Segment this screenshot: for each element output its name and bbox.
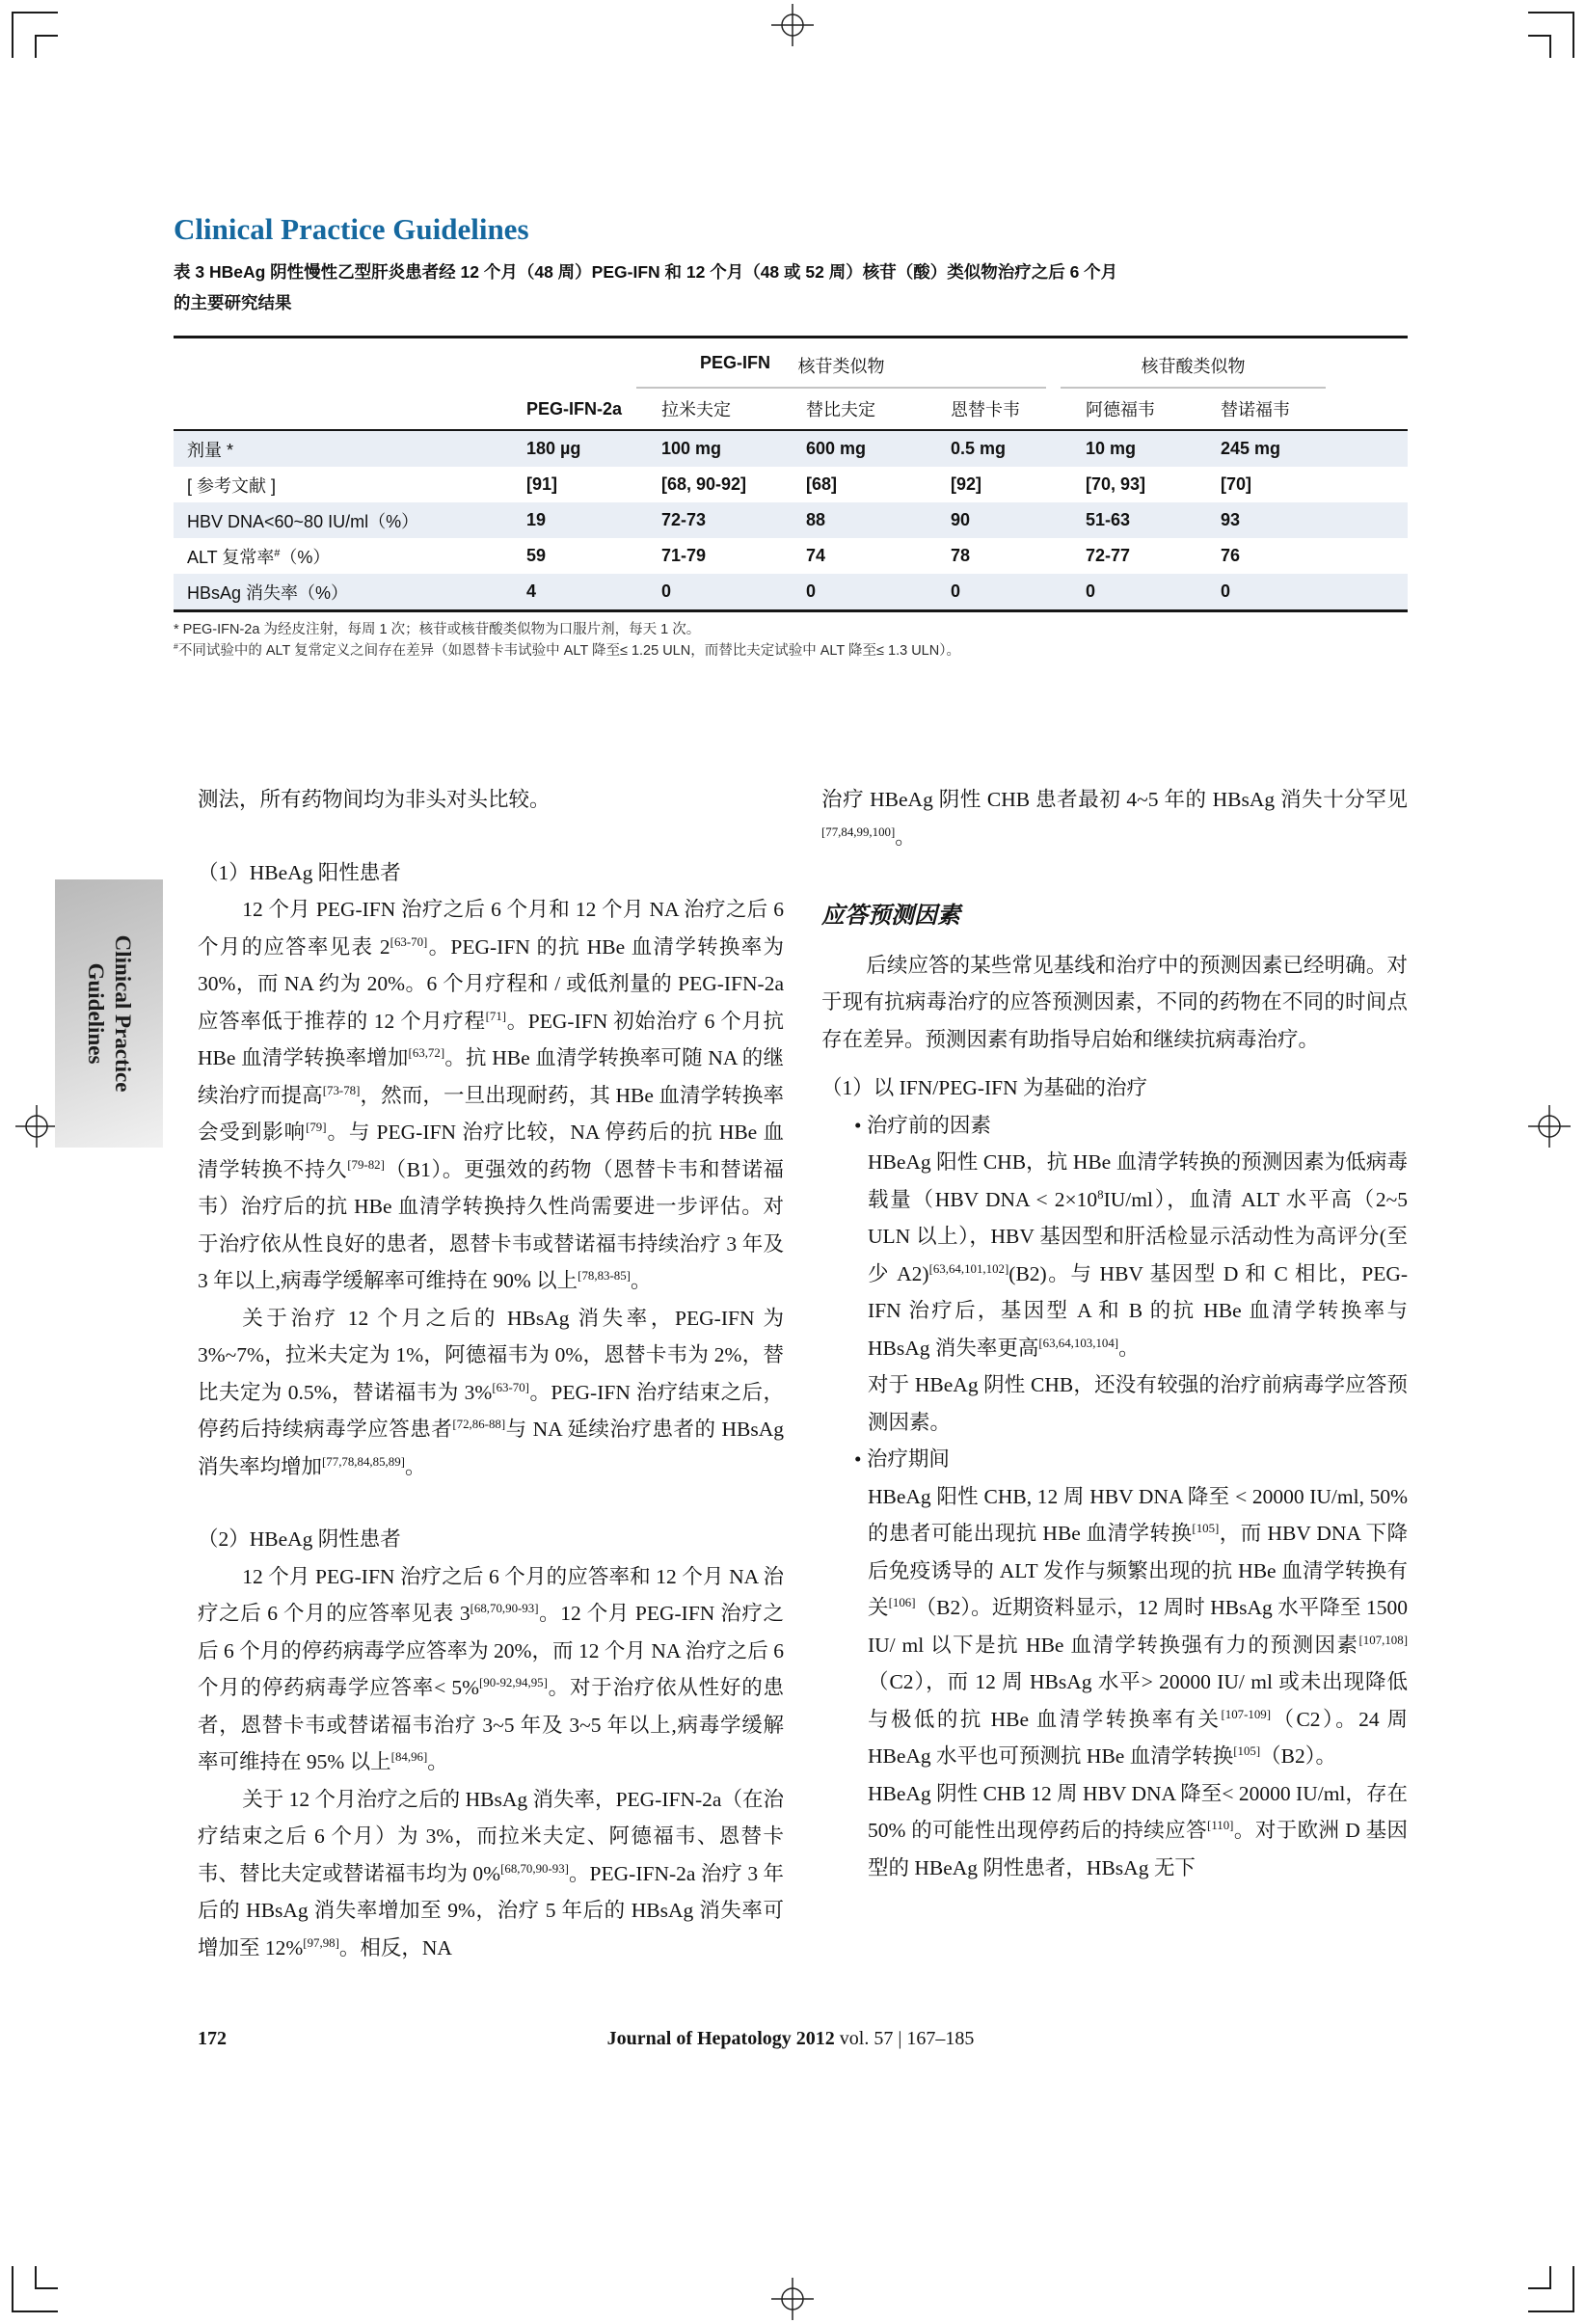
table-group-header-row xyxy=(174,336,1408,389)
paragraph: 12 个月 PEG-IFN 治疗之后 6 个月和 12 个月 NA 治疗之后 6 个月的应答率见表 2[63-70]。PEG-IFN 的抗 HBe 血清学转换率为 30%，而 NA 约为 20%。6 个月疗程和 / 或低剂量的 PEG-IFN-2a 应答率低于推荐的 12 个月疗程[71]。PEG-IFN 初始治疗 6 个月抗 HBe 血清学转换率增加[63,72]。抗 HBe 血清学转换率可随 NA 的继续治疗而提高[73-78]，然而，一旦出现耐药，其 HBe 血清学转换率会受到影响[79]。与 PEG-IFN 治疗比较，NA 停药后的抗 HBe 血清学转换不持久[79-82]（B1）。更强效的药物（恩替卡韦和替诺福韦）治疗后的抗 HBe 血清学转换持久性尚需要进一步评估。对于治疗依从性良好的患者，恩替卡韦或替诺福韦持续治疗 3 年及 3 年以上,病毒学缓解率可维持在 90% 以上[78,83-85]。 xyxy=(198,898,784,1292)
page-title: Clinical Practice Guidelines xyxy=(174,212,529,246)
table-cell: [68] xyxy=(806,474,838,494)
group-underline xyxy=(1061,387,1326,389)
column-header: 替诺福韦 xyxy=(1221,400,1290,419)
page-number: 172 xyxy=(198,2028,227,2049)
text-column-right xyxy=(821,781,1408,1886)
table-cell: 19 xyxy=(526,510,547,529)
column-header: 拉米夫定 xyxy=(661,400,731,419)
row-label: 剂量 * xyxy=(187,440,234,460)
table-column-header-row xyxy=(174,389,1408,431)
group-underline xyxy=(636,387,1046,389)
table-caption xyxy=(174,257,1427,318)
row-label: [ 参考文献 ] xyxy=(187,475,277,496)
table-row xyxy=(174,538,1408,574)
table-cell: 74 xyxy=(806,546,826,565)
paragraph: 测法，所有药物间均为非头对头比较。 xyxy=(198,788,551,811)
paragraph: 关于 12 个月治疗之后的 HBsAg 消失率，PEG-IFN-2a（在治疗结束之后 6 个月）为 3%，而拉米夫定、阿德福韦、恩替卡韦、替比夫定或替诺福韦均为 0%[68,70,90-93]。PEG-IFN-2a 治疗 3 年后的 HBsAg 消失率增加至 9%，治疗 5 年后的 HBsAg 消失率可增加至 12%[97,98]。相反，NA xyxy=(198,1787,784,1959)
row-label: HBsAg 消失率（%） xyxy=(187,582,349,603)
sidebar-tab-label xyxy=(82,879,136,1148)
table-cell: 0 xyxy=(1086,581,1096,601)
table-cell: 90 xyxy=(951,510,971,529)
table-row xyxy=(174,502,1408,538)
table-cell: 78 xyxy=(951,546,971,565)
table-cell: 72-73 xyxy=(661,510,707,529)
table-row xyxy=(174,574,1408,612)
crop-mark-icon xyxy=(35,2266,58,2289)
table-cell: 93 xyxy=(1221,510,1241,529)
table-cell: 0.5 mg xyxy=(951,439,1007,458)
heading: （1）以 IFN/PEG-IFN 为基础的治疗 xyxy=(821,1076,1148,1099)
table-cell: 71-79 xyxy=(661,546,707,565)
registration-mark-icon xyxy=(771,2278,814,2320)
row-label: HBV DNA<60~80 IU/ml（%） xyxy=(187,511,419,531)
paragraph: 治疗 HBeAg 阴性 CHB 患者最初 4~5 年的 HBsAg 消失十分罕见[77,84,99,100]。 xyxy=(821,788,1408,849)
table-cell: 72-77 xyxy=(1086,546,1131,565)
sidebar-tab-line1: Clinical Practice xyxy=(111,934,135,1093)
column-header: 替比夫定 xyxy=(806,400,875,419)
journal-footer xyxy=(174,2028,1408,2050)
table-row xyxy=(174,467,1408,502)
text-column-left xyxy=(198,781,784,1966)
column-header: 阿德福韦 xyxy=(1086,400,1155,419)
bullet-item: • 治疗前的因素 xyxy=(854,1113,991,1137)
journal-name: Journal of Hepatology 2012 xyxy=(606,2028,835,2049)
paragraph: 后续应答的某些常见基线和治疗中的预测因素已经明确。对于现有抗病毒治疗的应答预测因素，不同的药物在不同的时间点存在差异。预测因素有助指导启始和继续抗病毒治疗。 xyxy=(821,953,1408,1051)
table-cell: 245 mg xyxy=(1221,439,1281,458)
paragraph: 12 个月 PEG-IFN 治疗之后 6 个月的应答率和 12 个月 NA 治疗之后 6 个月的应答率见表 3[68,70,90-93]。12 个月 PEG-IFN 治疗之后 6 个月的停药病毒学应答率为 20%，而 12 个月 NA 治疗之后 6 个月的停药病毒学应答率< 5%[90-92,94,95]。对于治疗依从性好的患者，恩替卡韦或替诺福韦治疗 3~5 年及 3~5 年以上,病毒学缓解率可维持在 95% 以上[84,96]。 xyxy=(198,1564,784,1773)
table-cell: 0 xyxy=(1221,581,1231,601)
table-cell: [70] xyxy=(1221,474,1252,494)
paragraph: HBeAg 阴性 CHB 12 周 HBV DNA 降至< 20000 IU/ml，存在 50% 的可能性出现停药后的持续应答[110]。对于欧洲 D 基因型的 HBeAg 阴性患者，HBsAg 无下 xyxy=(868,1781,1409,1879)
table-footnote: #不同试验中的 ALT 复常定义之间存在差异（如恩替卡韦试验中 ALT 降至≤ 1.25 ULN，而替比夫定试验中 ALT 降至≤ 1.3 ULN）。 xyxy=(174,641,960,659)
sidebar-tab-line2: Guidelines xyxy=(84,962,108,1065)
group-header-peg-ifn: PEG-IFN xyxy=(700,353,771,372)
crop-mark-icon xyxy=(1528,35,1551,58)
crop-mark-icon xyxy=(35,35,58,58)
registration-mark-icon xyxy=(15,1105,58,1148)
table-cell: [68, 90-92] xyxy=(661,474,747,494)
table-cell: [91] xyxy=(526,474,558,494)
paragraph: 对于 HBeAg 阴性 CHB，还没有较强的治疗前病毒学应答预测因素。 xyxy=(868,1373,1408,1434)
table-cell: [70, 93] xyxy=(1086,474,1146,494)
table-cell: [92] xyxy=(951,474,982,494)
table-cell: 100 mg xyxy=(661,439,722,458)
crop-mark-icon xyxy=(1528,2266,1551,2289)
journal-volume: vol. 57 | 167–185 xyxy=(834,2028,975,2049)
table-caption-line2: 的主要研究结果 xyxy=(174,293,292,312)
table-cell: 88 xyxy=(806,510,826,529)
table-cell: 51-63 xyxy=(1086,510,1131,529)
row-label: ALT 复常率#（%） xyxy=(187,547,331,567)
column-header: 恩替卡韦 xyxy=(951,400,1020,419)
table-cell: 10 mg xyxy=(1086,439,1137,458)
table-footnotes xyxy=(174,619,1417,662)
paragraph: HBeAg 阳性 CHB，抗 HBe 血清学转换的预测因素为低病毒载量（HBV DNA < $2\times 10^8IU/ml$），血清 ALT 水平高（2~5 ULN 以上），HBV 基因型和肝活检显示活动性为高评分(至少 A2)[63,64,101,102](B2)。与 HBV 基因型 D 和 C 相比，PEG-IFN 治疗后，基因型 A 和 B 的抗 HBe 血清学转换率与 HBsAg 消失率更高[63,64,103,104]。 xyxy=(868,1150,1409,1360)
column-header: PEG-IFN-2a xyxy=(526,398,623,419)
table-cell: 59 xyxy=(526,546,547,565)
group-header-nucleotide: 核苷酸类似物 xyxy=(1141,357,1246,376)
heading: （1）HBeAg 阳性患者 xyxy=(198,860,401,884)
group-header-nucleoside: 核苷类似物 xyxy=(797,357,885,376)
heading: （2）HBeAg 阴性患者 xyxy=(198,1527,401,1551)
table-cell: 0 xyxy=(661,581,672,601)
section-heading: 应答预测因素 xyxy=(821,904,960,929)
table-cell: 180 µg xyxy=(526,439,581,458)
registration-mark-icon xyxy=(771,4,814,46)
table-cell: 0 xyxy=(951,581,961,601)
table-footnote: * PEG-IFN-2a 为经皮注射，每周 1 次；核苷或核苷酸类似物为口服片剂，每天 1 次。 xyxy=(174,622,701,637)
table-cell: 0 xyxy=(806,581,817,601)
registration-mark-icon xyxy=(1528,1105,1571,1148)
results-table xyxy=(174,336,1408,612)
table-cell: 4 xyxy=(526,581,537,601)
table-cell: 600 mg xyxy=(806,439,867,458)
table-cell: 76 xyxy=(1221,546,1241,565)
paragraph: HBeAg 阳性 CHB, 12 周 HBV DNA 降至 < 20000 IU/ml, 50% 的患者可能出现抗 HBe 血清学转换[105]，而 HBV DNA 下降后免疫诱导的 ALT 发作与频繁出现的抗 HBe 血清学转换有关[106]（B2）。近期资料显示，12 周时 HBsAg 水平降至 1500 IU/ ml 以下是抗 HBe 血清学转换强有力的预测因素[107,108]（C2），而 12 周 HBsAg 水平> 20000 IU/ ml 或未出现降低与极低的抗 HBe 血清学转换率有关[107-109]（C2）。24 周 HBeAg 水平也可预测抗 HBe 血清学转换[105]（B2）。 xyxy=(868,1484,1408,1768)
sidebar-tab xyxy=(55,879,163,1148)
table-row xyxy=(174,431,1408,467)
paragraph: 关于治疗 12 个月之后的 HBsAg 消失率，PEG-IFN 为 3%~7%，拉米夫定为 1%，阿德福韦为 0%，恩替卡韦为 2%，替比夫定为 0.5%，替诺福韦为 3%[63-70]。PEG-IFN 治疗结束之后，停药后持续病毒学应答患者[72,86-88]与 NA 延续治疗患者的 HBsAg 消失率均增加[77,78,84,85,89]。 xyxy=(198,1306,785,1478)
table-caption-line1: 表 3 HBeAg 阴性慢性乙型肝炎患者经 12 个月（48 周）PEG-IFN 和 12 个月（48 或 52 周）核苷（酸）类似物治疗之后 6 个月 xyxy=(174,262,1118,282)
bullet-item: • 治疗期间 xyxy=(854,1447,950,1471)
